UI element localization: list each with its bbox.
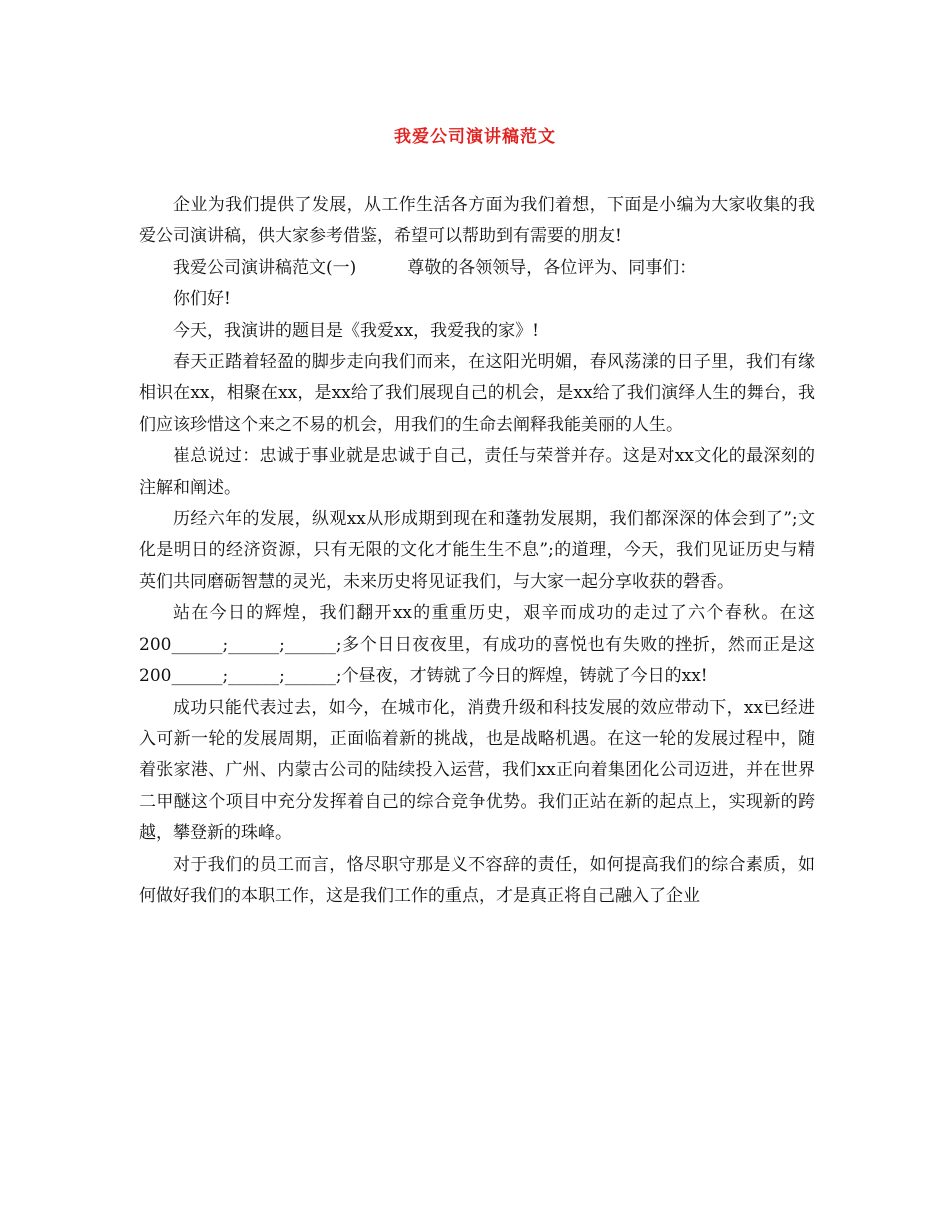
document-title: 我爱公司演讲稿范文 [394,127,556,147]
paragraph-loyalty: 崔总说过：忠诚于事业就是忠诚于自己，责任与荣誉并存。这是对xx文化的最深刻的注解和阐述。 [139,446,815,498]
paragraph-history: 历经六年的发展，纵观xx从形成期到现在和蓬勃发展期，我们都深深的体会到了”;文化是明日的经济资源，只有无限的文化才能生生不息”;的道理，今天，我们见证历史与精英们共同磨砺智慧的灵光，未来历史将见证我们，与大家一起分享收获的磬香。 [139,509,815,592]
paragraph-heading-salutation: 我爱公司演讲稿范文(一) 尊敬的各领领导，各位评为、同事们： [173,257,697,278]
paragraph-spring: 春天正踏着轻盈的脚步走向我们而来，在这阳光明媚，春风荡漾的日子里，我们有缘相识在xx，相聚在xx，是xx给了我们展现自己的机会，是xx给了我们演绎人生的舞台，我们应该珍惜这个来之不易的机会，用我们的生命去阐释我能美丽的人生。 [139,352,815,435]
paragraph-success: 成功只能代表过去，如今，在城市化，消费升级和科技发展的效应带动下，xx已经进入可新一轮的发展周期，正面临着新的挑战，也是战略机遇。在这一轮的发展过程中，随着张家港、广州、内蒙古公司的陆续投入运营，我们xx正向着集团化公司迈进，并在世界二甲醚这个项目中充分发挥着自己的综合竞争优势。我们正站在新的起点上，实现新的跨越，攀登新的珠峰。 [139,697,815,844]
paragraph-duty: 对于我们的员工而言，恪尽职守那是义不容辞的责任，如何提高我们的综合素质，如何做好我们的本职工作，这是我们工作的重点，才是真正将自己融入了企业 [139,854,815,906]
paragraph-glory: 站在今日的辉煌，我们翻开xx的重重历史，艰辛而成功的走过了六个春秋。在这200______;______;______;多个日日夜夜里，有成功的喜悦也有失败的挫折，然而正是这200______;______;______;个昼夜，才铸就了今日的辉煌，铸就了今日的xx! [139,603,815,687]
document-body [139,190,815,912]
paragraph-greeting: 你们好! [173,289,231,310]
paragraph-intro: 企业为我们提供了发展，从工作生活各方面为我们着想，下面是小编为大家收集的我爱公司演讲稿，供大家参考借鉴，希望可以帮助到有需要的朋友! [139,195,815,247]
paragraph-topic: 今天，我演讲的题目是《我爱xx，我爱我的家》! [173,320,540,341]
